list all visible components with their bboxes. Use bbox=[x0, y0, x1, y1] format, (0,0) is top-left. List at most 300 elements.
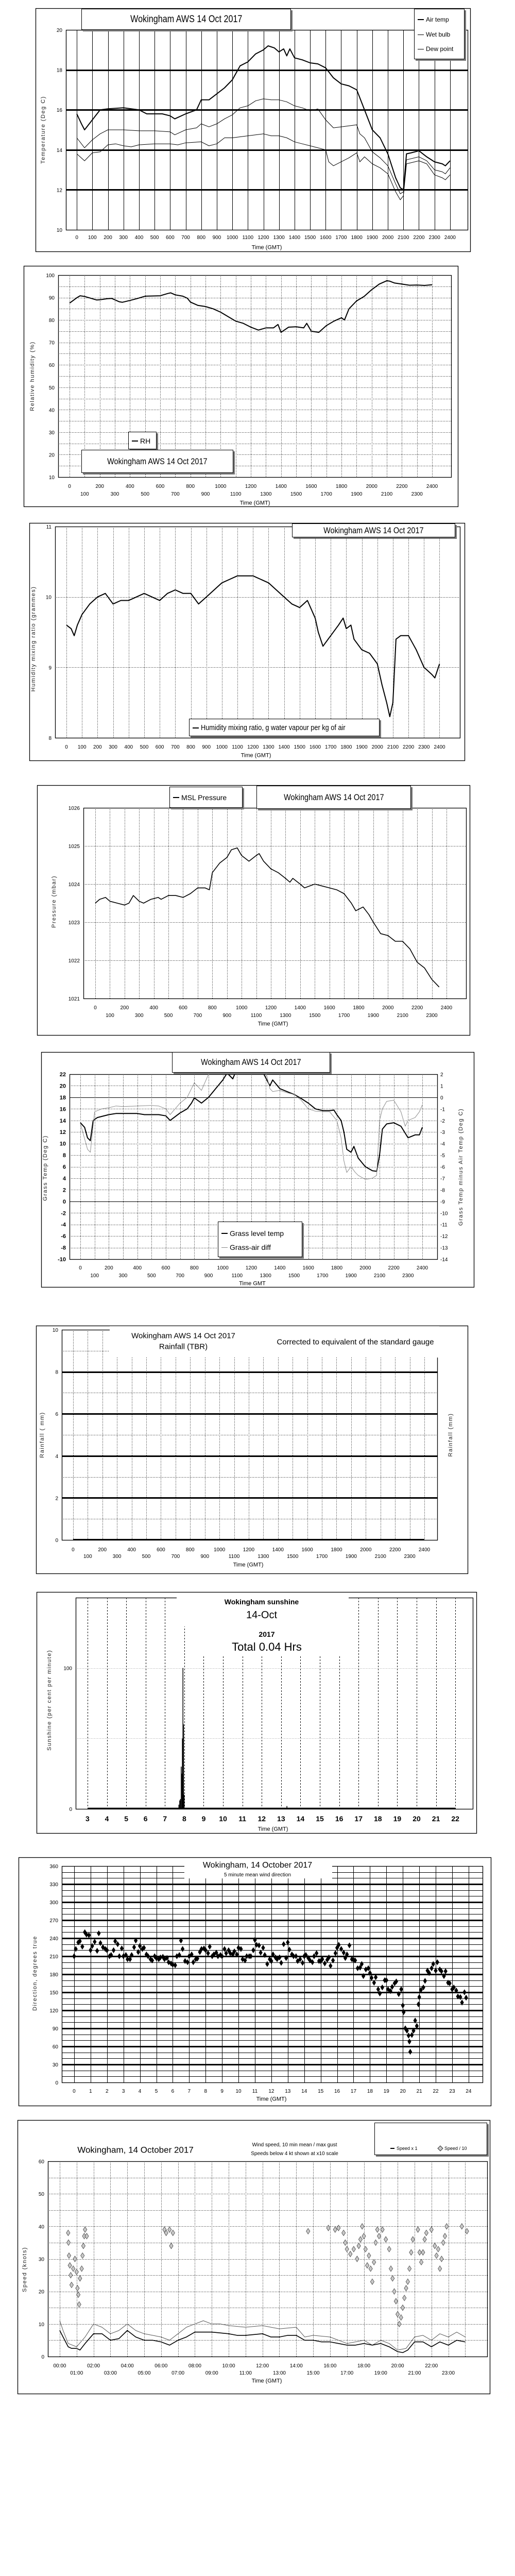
y-tick-label: 14 bbox=[56, 147, 62, 154]
spd-chart bbox=[18, 2121, 490, 2394]
x-tick-label: 05:00 bbox=[138, 2370, 151, 2376]
y2-tick-label: -12 bbox=[440, 1234, 448, 1240]
x-tick-label: 13:00 bbox=[272, 2370, 286, 2376]
dir-subtitle: 5 minute mean wind direction bbox=[224, 1872, 291, 1878]
x-tick-label: 300 bbox=[119, 235, 128, 241]
x-tick-label: 800 bbox=[208, 1005, 217, 1011]
x-tick-label: 14 bbox=[296, 1815, 305, 1823]
temp-x-axis-label: Time (GMT) bbox=[251, 244, 282, 251]
legend-label: Speed x 1 bbox=[397, 2146, 418, 2151]
pres-legend bbox=[169, 787, 243, 808]
x-tick-label: 300 bbox=[118, 1273, 128, 1279]
x-tick-label: 1900 bbox=[345, 1554, 357, 1560]
y-tick-label: 11 bbox=[46, 524, 52, 530]
x-tick-label: 15 bbox=[318, 2089, 324, 2094]
sun-date: 14-Oct bbox=[246, 1609, 278, 1621]
x-tick-label: 12 bbox=[268, 2089, 274, 2094]
x-tick-label: 2000 bbox=[366, 484, 377, 489]
x-tick-label: 1600 bbox=[305, 484, 317, 489]
x-tick-label: 1200 bbox=[245, 484, 257, 489]
x-tick-label: 1700 bbox=[325, 744, 337, 750]
spd-x-axis-label: Time (GMT) bbox=[251, 2378, 282, 2384]
x-tick-label: 2100 bbox=[374, 1554, 386, 1560]
x-tick-label: 1900 bbox=[356, 744, 368, 750]
x-tick-label: 11 bbox=[238, 1815, 247, 1823]
x-tick-label: 2 bbox=[105, 2089, 109, 2094]
x-tick-label: 400 bbox=[125, 484, 134, 489]
x-tick-label: 500 bbox=[164, 1013, 173, 1019]
x-tick-label: 1500 bbox=[288, 1273, 300, 1279]
x-tick-label: 200 bbox=[104, 235, 112, 241]
pres-frame bbox=[38, 786, 470, 1036]
x-tick-label: 5 bbox=[124, 1815, 129, 1823]
y-tick-label: 8 bbox=[62, 1153, 66, 1159]
grass-legend bbox=[218, 1222, 302, 1257]
x-tick-label: 16:00 bbox=[323, 2363, 337, 2369]
x-tick-label: 1300 bbox=[258, 1554, 269, 1560]
grass-y2-axis-label: Grass Temp minus Air Temp (Deg C) bbox=[458, 1108, 464, 1226]
x-tick-label: 200 bbox=[98, 1547, 107, 1553]
x-tick-label: 1400 bbox=[275, 484, 287, 489]
y-tick-label: 4 bbox=[62, 1175, 66, 1182]
x-tick-label: 700 bbox=[193, 1013, 202, 1019]
y2-tick-label: -2 bbox=[440, 1118, 445, 1124]
y2-tick-label: -8 bbox=[440, 1188, 445, 1194]
x-tick-label: 700 bbox=[176, 1273, 185, 1279]
grass-title: Wokingham AWS 14 Oct 2017 bbox=[201, 1057, 301, 1067]
pres-chart bbox=[38, 786, 470, 1036]
x-tick-label: 1300 bbox=[260, 1273, 271, 1279]
x-tick-label: 14:00 bbox=[289, 2363, 303, 2369]
y-tick-label: 240 bbox=[49, 1936, 58, 1942]
y2-tick-label: 0 bbox=[440, 1095, 443, 1101]
y-tick-label: 8 bbox=[48, 736, 52, 741]
x-tick-label: 2400 bbox=[444, 235, 456, 241]
rain-note: Corrected to equivalent of the standard gauge bbox=[277, 1337, 434, 1347]
mix-title: Wokingham AWS 14 Oct 2017 bbox=[323, 525, 424, 535]
pres-x-axis-label: Time (GMT) bbox=[258, 1021, 288, 1027]
x-tick-label: 1600 bbox=[320, 235, 332, 241]
legend-swatch bbox=[173, 797, 179, 798]
x-tick-label: 7 bbox=[163, 1815, 167, 1823]
x-tick-label: 1900 bbox=[345, 1273, 357, 1279]
x-tick-label: 1300 bbox=[280, 1013, 291, 1019]
x-tick-label: 1600 bbox=[302, 1265, 314, 1271]
x-tick-label: 1000 bbox=[217, 1265, 229, 1271]
x-tick-label: 9 bbox=[220, 2089, 224, 2094]
rh-title: Wokingham AWS 14 Oct 2017 bbox=[107, 456, 208, 466]
x-tick-label: 600 bbox=[165, 235, 175, 241]
x-tick-label: 100 bbox=[77, 744, 87, 750]
temp-title: Wokingham AWS 14 Oct 2017 bbox=[130, 13, 243, 25]
x-tick-label: 1700 bbox=[335, 235, 347, 241]
x-tick-label: 19:00 bbox=[374, 2370, 387, 2376]
rain-y-axis-label: Rainfall ( mm) bbox=[39, 1412, 45, 1458]
x-tick-label: 1100 bbox=[231, 1273, 243, 1279]
x-tick-label: 1800 bbox=[353, 1005, 365, 1011]
x-tick-label: 400 bbox=[127, 1547, 136, 1553]
y2-tick-label: -3 bbox=[440, 1130, 445, 1136]
x-tick-label: 10:00 bbox=[222, 2363, 235, 2369]
x-tick-label: 700 bbox=[181, 235, 190, 241]
x-tick-label: 2300 bbox=[402, 1273, 414, 1279]
x-tick-label: 01:00 bbox=[70, 2370, 83, 2376]
x-tick-label: 2300 bbox=[404, 1554, 416, 1560]
x-tick-label: 600 bbox=[155, 744, 164, 750]
x-tick-label: 400 bbox=[124, 744, 133, 750]
x-tick-label: 2300 bbox=[428, 235, 440, 241]
rain-x-axis-label: Time (GMT) bbox=[233, 1562, 264, 1568]
x-tick-label: 3 bbox=[85, 1815, 90, 1823]
dir-y-axis-label: Direction, degrees true bbox=[32, 1936, 38, 2011]
x-tick-label: 14 bbox=[301, 2089, 307, 2094]
sun-y-axis-label: Sunshine (per cent per minute) bbox=[46, 1649, 53, 1751]
sun-chart bbox=[37, 1592, 477, 1834]
sun-total: Total 0.04 Hrs bbox=[232, 1640, 302, 1653]
y2-tick-label: -6 bbox=[440, 1164, 445, 1171]
temp-frame bbox=[36, 9, 471, 252]
x-tick-label: 100 bbox=[90, 1273, 99, 1279]
x-tick-label: 08:00 bbox=[188, 2363, 201, 2369]
legend-item-air-temp bbox=[418, 16, 449, 23]
rain-title: Wokingham AWS 14 Oct 2017 bbox=[131, 1331, 235, 1341]
spd-legend bbox=[374, 2123, 487, 2155]
x-tick-label: 23 bbox=[449, 2089, 455, 2094]
grass-title-box bbox=[172, 1052, 330, 1073]
x-tick-label: 2200 bbox=[411, 1005, 423, 1011]
legend-swatch bbox=[390, 2148, 394, 2149]
x-tick-label: 800 bbox=[186, 484, 195, 489]
y-tick-label: 80 bbox=[48, 318, 55, 324]
x-tick-label: 1300 bbox=[263, 744, 274, 750]
x-tick-label: 500 bbox=[142, 1554, 151, 1560]
x-tick-label: 1200 bbox=[258, 235, 269, 241]
x-tick-label: 1900 bbox=[366, 235, 379, 241]
pres-title: Wokingham AWS 14 Oct 2017 bbox=[283, 792, 384, 802]
y2-tick-label: 1 bbox=[440, 1083, 443, 1090]
x-tick-label: 2000 bbox=[371, 744, 383, 750]
x-tick-label: 1 bbox=[89, 2089, 92, 2094]
x-tick-label: 6 bbox=[143, 1815, 148, 1823]
x-tick-label: 500 bbox=[141, 492, 150, 497]
rh-y-axis-label: Relative humidity (%) bbox=[29, 341, 36, 411]
y-tick-label: 10 bbox=[48, 475, 55, 481]
y2-tick-label: 2 bbox=[440, 1072, 443, 1078]
y-tick-label: 20 bbox=[38, 2289, 44, 2295]
x-tick-label: 2200 bbox=[388, 1265, 400, 1271]
x-tick-label: 11 bbox=[252, 2089, 258, 2094]
grass-x-axis-label: Time GMT bbox=[239, 1280, 266, 1287]
x-tick-label: 15:00 bbox=[306, 2370, 320, 2376]
y-tick-label: 180 bbox=[49, 1972, 58, 1978]
dir-chart bbox=[19, 1858, 491, 2106]
x-tick-label: 5 bbox=[154, 2089, 158, 2094]
x-tick-label: 17 bbox=[354, 1815, 363, 1823]
x-tick-label: 1500 bbox=[290, 492, 302, 497]
x-tick-label: 800 bbox=[185, 1547, 195, 1553]
legend-item-msl-pressure bbox=[173, 793, 227, 802]
x-tick-label: 1500 bbox=[309, 1013, 321, 1019]
x-tick-label: 900 bbox=[222, 1013, 232, 1019]
x-tick-label: 13 bbox=[277, 1815, 285, 1823]
x-tick-label: 1000 bbox=[226, 235, 238, 241]
legend-swatch bbox=[221, 1233, 228, 1234]
x-tick-label: 1900 bbox=[367, 1013, 379, 1019]
x-tick-label: 500 bbox=[150, 235, 159, 241]
y-tick-label: 60 bbox=[52, 2044, 58, 2050]
legend-label: Wet bulb bbox=[426, 31, 451, 38]
x-tick-label: 4 bbox=[138, 2089, 142, 2094]
x-tick-label: 700 bbox=[171, 1554, 180, 1560]
x-tick-label: 2400 bbox=[426, 484, 438, 489]
y-tick-label: 1024 bbox=[68, 882, 80, 888]
x-tick-label: 1400 bbox=[272, 1547, 284, 1553]
x-tick-label: 1100 bbox=[228, 1554, 240, 1560]
y-tick-label: 120 bbox=[49, 2008, 58, 2014]
x-tick-label: 17:00 bbox=[340, 2370, 354, 2376]
x-tick-label: 2000 bbox=[382, 1005, 394, 1011]
x-tick-label: 7 bbox=[187, 2089, 191, 2094]
y2-tick-label: -11 bbox=[440, 1222, 448, 1228]
x-tick-label: 2200 bbox=[413, 235, 425, 241]
x-tick-label: 400 bbox=[133, 1265, 142, 1271]
grass-y-axis-label: Grass Temp (Deg C) bbox=[42, 1135, 48, 1201]
x-tick-label: 2000 bbox=[359, 1265, 371, 1271]
x-tick-label: 100 bbox=[88, 235, 97, 241]
mix-x-axis-label: Time (GMT) bbox=[241, 752, 271, 759]
legend-item-speed-div10 bbox=[438, 2146, 467, 2151]
x-tick-label: 100 bbox=[83, 1554, 92, 1560]
y-tick-label: 60 bbox=[38, 2159, 44, 2165]
x-tick-label: 07:00 bbox=[171, 2370, 185, 2376]
y-tick-label: 100 bbox=[46, 273, 55, 279]
x-tick-label: 0 bbox=[68, 484, 71, 489]
sun-x-axis-label: Time (GMT) bbox=[258, 1826, 288, 1833]
legend-item-rh bbox=[132, 437, 150, 445]
y-tick-label: 2 bbox=[55, 1496, 58, 1502]
legend-label: Humidity mixing ratio, g water vapour per kg of air bbox=[201, 723, 346, 732]
x-tick-label: 20:00 bbox=[391, 2363, 404, 2369]
y-tick-label: 1022 bbox=[68, 958, 80, 964]
legend-swatch bbox=[132, 440, 138, 442]
x-tick-label: 1800 bbox=[351, 235, 363, 241]
y2-tick-label: -13 bbox=[440, 1245, 448, 1251]
x-tick-label: 8 bbox=[204, 2089, 208, 2094]
x-tick-label: 20 bbox=[400, 2089, 406, 2094]
temp-title-box bbox=[81, 9, 291, 30]
x-tick-label: 13 bbox=[285, 2089, 291, 2094]
x-tick-label: 1800 bbox=[335, 484, 348, 489]
legend-item-dew-point bbox=[418, 45, 453, 53]
mix-legend bbox=[189, 719, 380, 736]
x-tick-label: 1000 bbox=[216, 744, 228, 750]
x-tick-label: 900 bbox=[212, 235, 221, 241]
dir-title: Wokingham, 14 October 2017 bbox=[202, 1861, 313, 1870]
y2-tick-label: -14 bbox=[440, 1257, 448, 1263]
y-tick-label: 0 bbox=[41, 2354, 44, 2360]
y-tick-label: 8 bbox=[55, 1369, 58, 1376]
y-tick-label: 1025 bbox=[68, 844, 80, 850]
x-tick-label: 21 bbox=[432, 1815, 440, 1823]
x-tick-label: 15 bbox=[316, 1815, 324, 1823]
x-tick-label: 2000 bbox=[360, 1547, 372, 1553]
x-tick-label: 3 bbox=[122, 2089, 125, 2094]
y-tick-label: 0 bbox=[55, 2080, 58, 2086]
x-tick-label: 22 bbox=[451, 1815, 459, 1823]
y-tick-label: -2 bbox=[61, 1210, 66, 1217]
x-tick-label: 2200 bbox=[402, 744, 415, 750]
x-tick-label: 09:00 bbox=[205, 2370, 218, 2376]
rain-y2-axis-label: Rainfall (mm) bbox=[448, 1413, 454, 1457]
x-tick-label: 1700 bbox=[338, 1013, 350, 1019]
y-tick-label: 1026 bbox=[68, 806, 80, 811]
x-tick-label: 20 bbox=[413, 1815, 421, 1823]
x-tick-label: 1400 bbox=[288, 235, 301, 241]
spd-y-axis-label: Speed (knots) bbox=[22, 2247, 28, 2292]
pres-y-axis-label: Pressure (mbar) bbox=[51, 875, 57, 928]
x-tick-label: 2100 bbox=[397, 1013, 408, 1019]
mix-title-box bbox=[292, 523, 455, 537]
x-tick-label: 500 bbox=[147, 1273, 156, 1279]
y-tick-label: 210 bbox=[49, 1954, 58, 1960]
x-tick-label: 2300 bbox=[418, 744, 430, 750]
x-tick-label: 12 bbox=[258, 1815, 266, 1823]
y-tick-label: 4 bbox=[55, 1453, 58, 1460]
legend-swatch bbox=[418, 19, 424, 20]
x-tick-label: 00:00 bbox=[53, 2363, 66, 2369]
rain-chart bbox=[37, 1326, 468, 1574]
sun-year: 2017 bbox=[259, 1630, 275, 1638]
x-tick-label: 04:00 bbox=[121, 2363, 134, 2369]
y-tick-label: 10 bbox=[45, 595, 52, 601]
rh-legend bbox=[128, 432, 157, 449]
x-tick-label: 0 bbox=[72, 1547, 75, 1553]
x-tick-label: 24 bbox=[466, 2089, 472, 2094]
x-tick-label: 200 bbox=[95, 484, 105, 489]
legend-label: Dew point bbox=[426, 45, 454, 53]
x-tick-label: 2100 bbox=[381, 492, 393, 497]
x-tick-label: 1000 bbox=[236, 1005, 248, 1011]
x-tick-label: 200 bbox=[93, 744, 102, 750]
legend-item-speed-x1 bbox=[390, 2146, 418, 2151]
x-tick-label: 1200 bbox=[247, 744, 259, 750]
x-tick-label: 2400 bbox=[418, 1547, 431, 1553]
y-tick-label: 14 bbox=[59, 1117, 66, 1124]
temp-legend bbox=[414, 9, 465, 59]
x-tick-label: 22 bbox=[433, 2089, 439, 2094]
x-tick-label: 800 bbox=[190, 1265, 199, 1271]
y-tick-label: 10 bbox=[59, 1141, 66, 1147]
y-tick-label: 270 bbox=[49, 1918, 58, 1924]
pres-title-box bbox=[256, 786, 411, 809]
y-tick-label: -10 bbox=[58, 1257, 66, 1263]
x-tick-label: 600 bbox=[157, 1547, 165, 1553]
y-tick-label: 20 bbox=[59, 1083, 66, 1090]
y-tick-label: 0 bbox=[69, 1807, 72, 1812]
legend-label: Speed / 10 bbox=[444, 2146, 467, 2151]
x-tick-label: 22:00 bbox=[425, 2363, 438, 2369]
x-tick-label: 1700 bbox=[320, 492, 332, 497]
x-tick-label: 19 bbox=[393, 1815, 402, 1823]
x-tick-label: 0 bbox=[75, 235, 78, 241]
y-tick-label: 16 bbox=[56, 108, 62, 114]
x-tick-label: 1800 bbox=[331, 1265, 343, 1271]
y-tick-label: 50 bbox=[48, 385, 55, 391]
x-tick-label: 2400 bbox=[434, 744, 445, 750]
x-tick-label: 1800 bbox=[331, 1547, 342, 1553]
x-tick-label: 8 bbox=[182, 1815, 186, 1823]
x-tick-label: 300 bbox=[110, 492, 119, 497]
y-tick-label: 150 bbox=[49, 1990, 58, 1996]
y-tick-label: 12 bbox=[59, 1129, 66, 1136]
y-tick-label: 22 bbox=[59, 1072, 66, 1078]
x-tick-label: 400 bbox=[149, 1005, 159, 1011]
x-tick-label: 0 bbox=[94, 1005, 97, 1011]
spd-title: Wokingham, 14 October 2017 bbox=[77, 2145, 194, 2155]
x-tick-label: 2200 bbox=[396, 484, 408, 489]
x-tick-label: 1600 bbox=[301, 1547, 313, 1553]
x-tick-label: 2400 bbox=[416, 1265, 428, 1271]
x-tick-label: 700 bbox=[170, 744, 180, 750]
sun-title: Wokingham sunshine bbox=[224, 1598, 299, 1606]
x-tick-label: 1600 bbox=[309, 744, 321, 750]
legend-swatch bbox=[221, 1247, 228, 1248]
y-tick-label: 16 bbox=[59, 1106, 66, 1113]
y-tick-label: 300 bbox=[49, 1900, 58, 1906]
x-tick-label: 1700 bbox=[316, 1554, 328, 1560]
y-tick-label: -6 bbox=[61, 1233, 66, 1240]
y-tick-label: 0 bbox=[62, 1198, 66, 1205]
x-tick-label: 1000 bbox=[215, 484, 227, 489]
y-tick-label: -8 bbox=[61, 1245, 66, 1251]
x-tick-label: 16 bbox=[334, 2089, 340, 2094]
y-tick-label: 18 bbox=[59, 1094, 66, 1101]
x-tick-label: 1300 bbox=[273, 235, 285, 241]
x-tick-label: 1200 bbox=[243, 1547, 255, 1553]
y-tick-label: 12 bbox=[56, 188, 62, 194]
x-tick-label: 1400 bbox=[278, 744, 290, 750]
x-tick-label: 1800 bbox=[340, 744, 352, 750]
x-tick-label: 100 bbox=[80, 492, 89, 497]
x-tick-label: 18:00 bbox=[357, 2363, 371, 2369]
y-tick-label: 10 bbox=[52, 1328, 58, 1333]
temp-chart bbox=[36, 9, 471, 252]
x-tick-label: 12:00 bbox=[256, 2363, 269, 2369]
y-tick-label: 2 bbox=[62, 1187, 66, 1194]
rh-title-box bbox=[81, 450, 233, 473]
y-tick-label: 40 bbox=[48, 408, 55, 414]
legend-item-grass-level-temp bbox=[221, 1229, 284, 1238]
x-tick-label: 900 bbox=[202, 744, 211, 750]
y-tick-label: 20 bbox=[48, 452, 55, 459]
y-tick-label: 60 bbox=[48, 363, 55, 369]
y-tick-label: 90 bbox=[52, 2026, 58, 2032]
x-tick-label: 1200 bbox=[245, 1265, 258, 1271]
y2-tick-label: -10 bbox=[440, 1211, 448, 1217]
x-tick-label: 1100 bbox=[230, 492, 242, 497]
legend-label: Grass-air diff bbox=[230, 1243, 271, 1251]
x-tick-label: 2300 bbox=[426, 1013, 438, 1019]
x-tick-label: 300 bbox=[109, 744, 117, 750]
x-tick-label: 18 bbox=[367, 2089, 373, 2094]
x-tick-label: 800 bbox=[186, 744, 195, 750]
x-tick-label: 03:00 bbox=[104, 2370, 117, 2376]
x-tick-label: 1600 bbox=[323, 1005, 335, 1011]
y-tick-label: -4 bbox=[61, 1222, 66, 1228]
x-tick-label: 10 bbox=[235, 2089, 242, 2094]
y-tick-label: 30 bbox=[38, 2257, 44, 2263]
legend-item-mixing-ratio bbox=[193, 723, 371, 732]
